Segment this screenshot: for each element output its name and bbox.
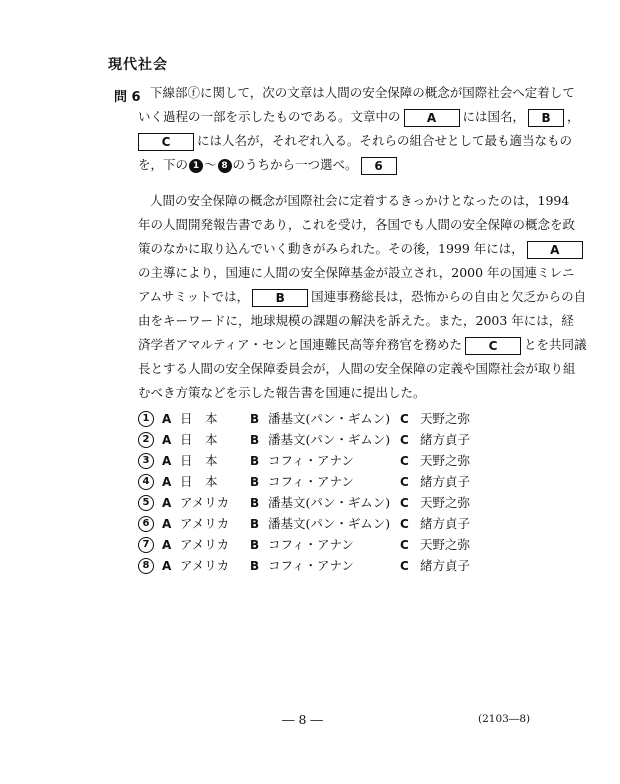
option-secretary-general: コフィ・アナン	[268, 537, 354, 552]
choice-last-marker: 8	[218, 159, 232, 173]
option-label-b: B	[250, 559, 260, 573]
passage-line-3	[138, 240, 586, 259]
option-label-c: C	[400, 433, 409, 447]
option-label-b: B	[250, 433, 260, 447]
question-text-2c: ，	[567, 109, 580, 124]
option-label-c: C	[400, 538, 409, 552]
passage-text-4: の主導により，国連に人間の安全保障基金が設立され，2000 年の国連ミレニ	[138, 265, 575, 280]
option-person: 緒方貞子	[420, 516, 471, 531]
option-label-b: B	[250, 454, 260, 468]
option-label-a: A	[162, 538, 172, 552]
option-label-b: B	[250, 475, 260, 489]
option-label-b: B	[250, 496, 260, 510]
passage-line-6	[138, 312, 574, 330]
option-country: アメリカ	[180, 516, 230, 531]
option-secretary-general: コフィ・アナン	[268, 453, 354, 468]
option-number: 5	[138, 495, 154, 511]
passage-blank-a: A	[527, 241, 583, 259]
passage-text-7b: とを共同議	[524, 337, 587, 352]
passage-text-9: むべき方策などを示した報告書を国連に提出した。	[138, 385, 426, 400]
question-text-3: には人名が，それぞれ入る。それらの組合せとして最も適当なもの	[197, 133, 573, 148]
question-line-1	[150, 84, 575, 102]
passage-text-6: 由をキーワードに，地球規模の課題の解決を訴えた。また，2003 年には，経	[138, 313, 574, 328]
option-label-a: A	[162, 517, 172, 531]
option-label-c: C	[400, 559, 409, 573]
option-person: 緒方貞子	[420, 432, 471, 447]
question-text-2a: いく過程の一部を示したものである。文章中の	[138, 109, 401, 124]
option-number: 2	[138, 432, 154, 448]
exam-code: (2103―8)	[478, 713, 531, 725]
option-person: 天野之弥	[420, 537, 471, 552]
question-line-3	[138, 132, 572, 151]
option-number: 3	[138, 453, 154, 469]
question-text-1: 下線部ⓕに関して，次の文章は人間の安全保障の概念が国際社会へ定着して	[150, 85, 575, 100]
option-number: 7	[138, 537, 154, 553]
option-number: 4	[138, 474, 154, 490]
option-country: アメリカ	[180, 495, 230, 510]
passage-blank-b: B	[252, 289, 308, 307]
option-label-c: C	[400, 454, 409, 468]
question-text-2b: には国名，	[462, 109, 526, 124]
blank-box-b: B	[528, 109, 564, 127]
option-person: 緒方貞子	[420, 558, 471, 573]
passage-line-9	[138, 384, 426, 402]
option-label-b: B	[250, 517, 260, 531]
option-country: アメリカ	[180, 537, 230, 552]
option-label-c: C	[400, 412, 409, 426]
option-secretary-general: コフィ・アナン	[268, 558, 354, 573]
option-person: 天野之弥	[420, 495, 471, 510]
option-label-a: A	[162, 475, 172, 489]
option-country: 日 本	[180, 453, 218, 468]
option-country: 日 本	[180, 411, 218, 426]
option-secretary-general: 潘基文(パン・ギムン)	[268, 432, 391, 447]
option-person: 天野之弥	[420, 453, 471, 468]
option-secretary-general: 潘基文(パン・ギムン)	[268, 516, 391, 531]
passage-text-7a: 済学者アマルティア・センと国連難民高等弁務官を務めた	[138, 337, 463, 352]
passage-line-8	[138, 360, 576, 378]
option-label-c: C	[400, 475, 409, 489]
choice-first-marker: 1	[189, 159, 203, 173]
passage-line-4	[138, 264, 575, 282]
option-number: 8	[138, 558, 154, 574]
option-number: 1	[138, 411, 154, 427]
option-label-a: A	[162, 496, 172, 510]
blank-box-a: A	[404, 109, 460, 127]
option-secretary-general: コフィ・アナン	[268, 474, 354, 489]
option-label-b: B	[250, 538, 260, 552]
option-label-b: B	[250, 412, 260, 426]
blank-box-c: C	[138, 133, 194, 151]
question-label: 問 6	[114, 90, 141, 105]
option-country: 日 本	[180, 474, 218, 489]
option-label-a: A	[162, 412, 172, 426]
option-person: 緒方貞子	[420, 474, 471, 489]
option-label-c: C	[400, 517, 409, 531]
passage-line-2	[138, 216, 575, 234]
passage-line-1	[150, 192, 569, 210]
option-number: 6	[138, 516, 154, 532]
question-text-4c: のうちから一つ選べ。	[232, 157, 358, 172]
option-label-a: A	[162, 433, 172, 447]
passage-blank-c: C	[465, 337, 521, 355]
option-label-a: A	[162, 454, 172, 468]
question-line-4	[138, 156, 400, 175]
passage-text-8: 長とする人間の安全保障委員会が，人間の安全保障の定義や国際社会が取り組	[138, 361, 576, 376]
question-text-4a: を，下の	[138, 157, 189, 172]
passage-text-1: 人間の安全保障の概念が国際社会に定着するきっかけとなったのは，1994	[150, 193, 570, 208]
question-line-2	[138, 108, 580, 127]
option-secretary-general: 潘基文(パン・ギムン)	[268, 411, 391, 426]
passage-text-5b: 国連事務総長は，恐怖からの自由と欠乏からの自	[311, 289, 587, 304]
option-label-c: C	[400, 496, 409, 510]
question-text-4b: ～	[204, 157, 217, 172]
passage-line-7	[138, 336, 587, 355]
passage-line-5	[138, 288, 586, 307]
option-secretary-general: 潘基文(パン・ギムン)	[268, 495, 391, 510]
section-title: 現代社会	[108, 57, 168, 73]
passage-text-3: 策のなかに取り込んでいく動きがみられた。その後，1999 年には，	[138, 241, 524, 256]
option-country: アメリカ	[180, 558, 230, 573]
answer-number-box: 6	[361, 157, 397, 175]
option-label-a: A	[162, 559, 172, 573]
option-person: 天野之弥	[420, 411, 471, 426]
page-number: ― 8 ―	[282, 712, 323, 727]
option-country: 日 本	[180, 432, 218, 447]
passage-text-2: 年の人間開発報告書であり，これを受け，各国でも人間の安全保障の概念を政	[138, 217, 576, 232]
passage-text-5a: アムサミットでは，	[138, 289, 250, 304]
